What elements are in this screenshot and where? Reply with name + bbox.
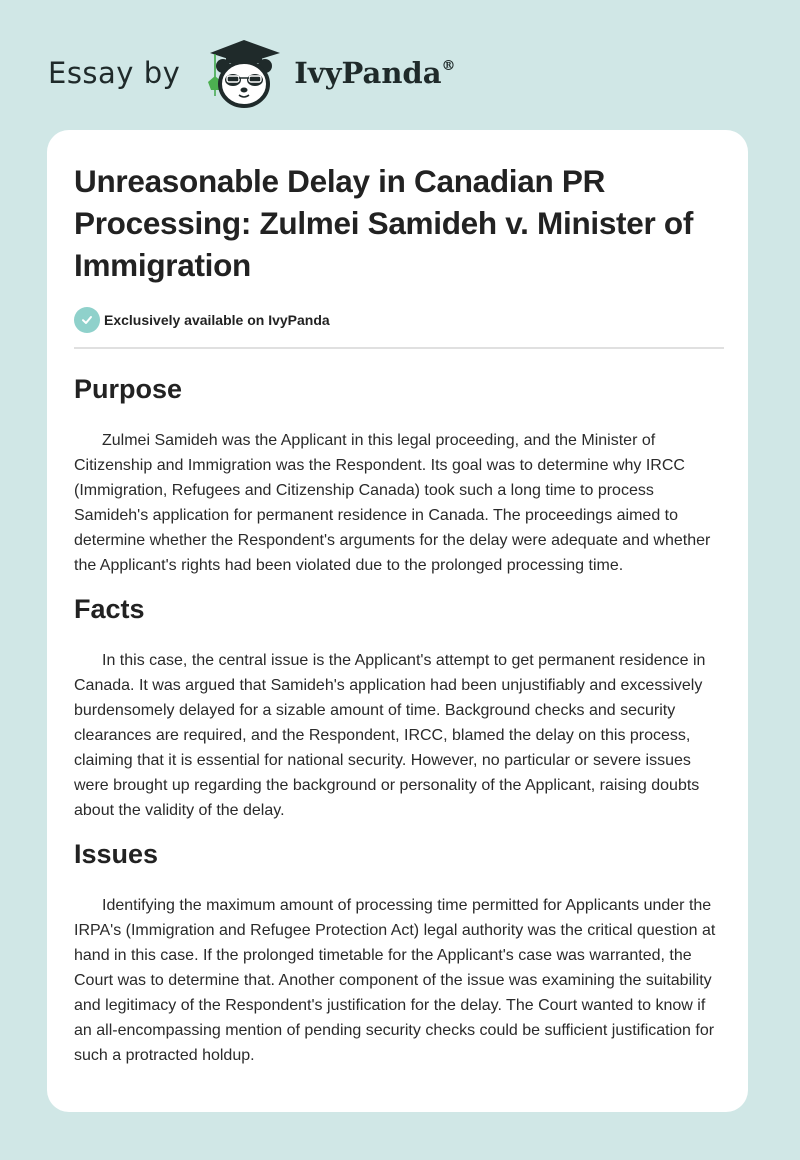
exclusive-badge	[74, 307, 724, 333]
site-header	[48, 36, 456, 110]
essay-by-label: Essay by	[48, 56, 181, 90]
section-heading-purpose: Purpose	[74, 374, 183, 404]
section-issues	[74, 837, 724, 1068]
check-circle-icon	[74, 307, 100, 333]
essay-card	[47, 130, 748, 1112]
section-paragraph-facts: In this case, the central issue is the Applicant's attempt to get permanent residence in Canada. It was argued that Samideh's application had been unjustifiably and excessively burdensomely delayed for a sizable amount of time. Background checks and security clearances are required, and the Respondent, IRCC, blamed the delay on this process, claiming that it is essential for national security. However, no particular or severe issues were brought up regarding the background or personality of the Applicant, raising doubts about the validity of the delay.	[74, 652, 706, 819]
badge-text: Exclusively available on IvyPanda	[104, 312, 330, 328]
title-divider	[74, 347, 724, 349]
essay-content	[74, 160, 724, 1068]
brand-name[interactable]	[294, 56, 455, 90]
section-facts	[74, 592, 724, 823]
registered-mark: ®	[441, 58, 456, 74]
panda-graduate-logo-icon[interactable]	[198, 36, 288, 110]
section-purpose	[74, 372, 724, 578]
section-paragraph-purpose: Zulmei Samideh was the Applicant in this legal proceeding, and the Minister of Citizenship and Immigration was the Respondent. Its goal was to determine why IRCC (Immigration, Refugees and Citizenship Canada) took such a long time to process Samideh's application for permanent residence in Canada. The proceedings aimed to determine whether the Respondent's arguments for the delay were adequate and whether the Applicant's rights had been violated due to the prolonged processing time.	[74, 432, 711, 574]
section-heading-facts: Facts	[74, 594, 145, 624]
brand-text: IvyPanda	[294, 56, 442, 90]
section-paragraph-issues: Identifying the maximum amount of processing time permitted for Applicants under the IRPA's (Immigration and Refugee Protection Act) legal authority was the critical question at hand in this case. If the prolonged timetable for the Applicant's case was warranted, the Court was to determine that. Another component of the issue was examining the suitability and legitimacy of the Respondent's justification for the delay. The Court wanted to know if an all-encompassing mention of pending security checks could be sufficient justification for such a protracted holdup.	[74, 897, 716, 1064]
essay-title: Unreasonable Delay in Canadian PR Processing: Zulmei Samideh v. Minister of Immigration	[74, 163, 694, 283]
section-heading-issues: Issues	[74, 839, 159, 869]
